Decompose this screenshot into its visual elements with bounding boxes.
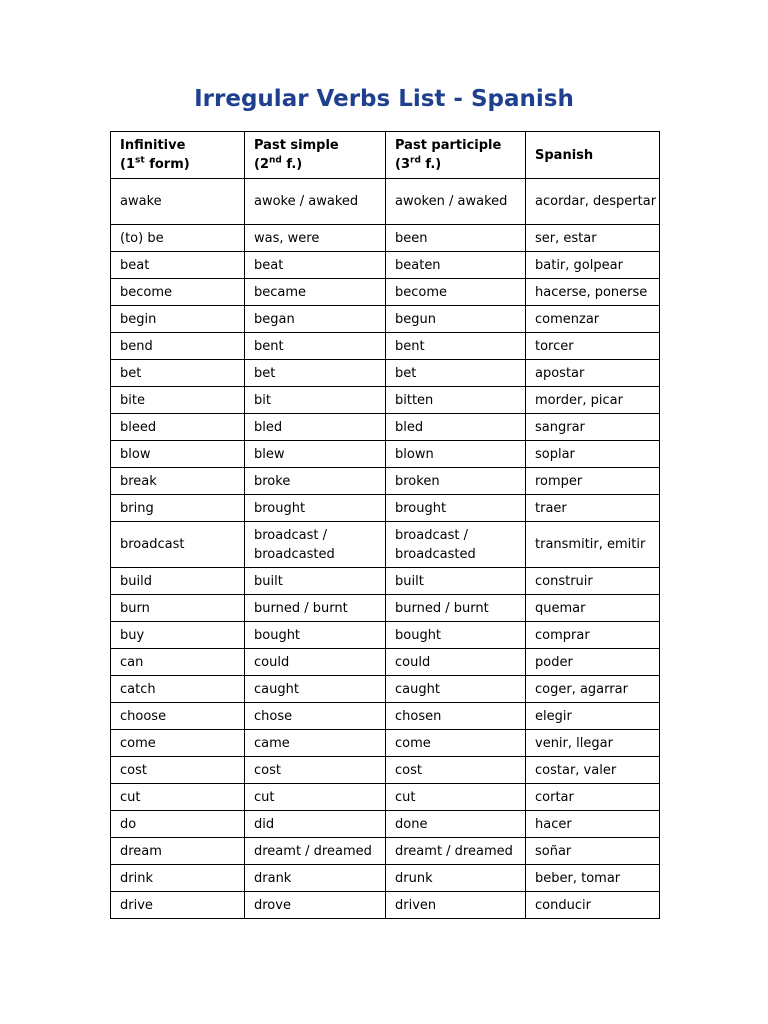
cell-spanish: morder, picar: [526, 387, 660, 414]
cell-spanish: quemar: [526, 595, 660, 622]
cell-spanish: conducir: [526, 892, 660, 919]
cell-past-simple: was, were: [245, 225, 386, 252]
cell-past-participle: dreamt / dreamed: [386, 838, 526, 865]
cell-past-participle: chosen: [386, 703, 526, 730]
cell-past-participle: driven: [386, 892, 526, 919]
table-row: [111, 306, 660, 333]
cell-past-simple: bet: [245, 360, 386, 387]
table-row: [111, 279, 660, 306]
cell-past-participle: come: [386, 730, 526, 757]
cell-spanish: traer: [526, 495, 660, 522]
header-infinitive-sub: (1st form): [120, 155, 190, 172]
cell-past-simple: broke: [245, 468, 386, 495]
header-past-simple-sub: (2nd f.): [254, 155, 303, 172]
table-row: [111, 414, 660, 441]
table-row: [111, 784, 660, 811]
header-past-simple: [245, 132, 386, 179]
cell-infinitive: (to) be: [111, 225, 245, 252]
table-row: [111, 522, 660, 568]
table-row: [111, 360, 660, 387]
cell-past-participle: could: [386, 649, 526, 676]
cell-infinitive: begin: [111, 306, 245, 333]
cell-spanish: hacerse, ponerse: [526, 279, 660, 306]
cell-past-simple: broadcast / broadcasted: [245, 522, 386, 568]
cell-infinitive: bleed: [111, 414, 245, 441]
cell-infinitive: cost: [111, 757, 245, 784]
cell-past-simple: caught: [245, 676, 386, 703]
cell-past-simple: blew: [245, 441, 386, 468]
cell-spanish: beber, tomar: [526, 865, 660, 892]
table-body: [111, 179, 660, 919]
cell-past-participle: burned / burnt: [386, 595, 526, 622]
cell-past-simple: bent: [245, 333, 386, 360]
table-row: [111, 179, 660, 225]
cell-past-participle: caught: [386, 676, 526, 703]
cell-past-simple: came: [245, 730, 386, 757]
cell-spanish: soplar: [526, 441, 660, 468]
table-row: [111, 676, 660, 703]
cell-infinitive: can: [111, 649, 245, 676]
cell-past-participle: been: [386, 225, 526, 252]
table-row: [111, 649, 660, 676]
cell-past-simple: could: [245, 649, 386, 676]
cell-infinitive: drive: [111, 892, 245, 919]
table-row: [111, 865, 660, 892]
cell-past-participle: drunk: [386, 865, 526, 892]
cell-past-simple: dreamt / dreamed: [245, 838, 386, 865]
cell-spanish: costar, valer: [526, 757, 660, 784]
cell-infinitive: catch: [111, 676, 245, 703]
cell-infinitive: come: [111, 730, 245, 757]
cell-infinitive: burn: [111, 595, 245, 622]
cell-spanish: poder: [526, 649, 660, 676]
cell-past-participle: brought: [386, 495, 526, 522]
cell-past-simple: drove: [245, 892, 386, 919]
cell-past-participle: begun: [386, 306, 526, 333]
cell-infinitive: drink: [111, 865, 245, 892]
cell-past-participle: become: [386, 279, 526, 306]
table-row: [111, 622, 660, 649]
cell-past-simple: bought: [245, 622, 386, 649]
cell-infinitive: choose: [111, 703, 245, 730]
cell-infinitive: beat: [111, 252, 245, 279]
cell-past-simple: became: [245, 279, 386, 306]
cell-past-simple: cost: [245, 757, 386, 784]
cell-past-participle: built: [386, 568, 526, 595]
cell-spanish: ser, estar: [526, 225, 660, 252]
cell-infinitive: bet: [111, 360, 245, 387]
table-header-row: [111, 132, 660, 179]
cell-past-participle: bought: [386, 622, 526, 649]
header-past-participle-sub: (3rd f.): [395, 155, 442, 172]
table-row: [111, 225, 660, 252]
header-past-simple-main: Past simple: [254, 138, 339, 153]
cell-infinitive: blow: [111, 441, 245, 468]
cell-past-simple: cut: [245, 784, 386, 811]
table-row: [111, 495, 660, 522]
cell-infinitive: become: [111, 279, 245, 306]
cell-infinitive: broadcast: [111, 522, 245, 568]
cell-past-simple: did: [245, 811, 386, 838]
cell-past-participle: beaten: [386, 252, 526, 279]
cell-past-participle: cut: [386, 784, 526, 811]
cell-past-participle: awoken / awaked: [386, 179, 526, 225]
cell-past-participle: blown: [386, 441, 526, 468]
table-row: [111, 333, 660, 360]
cell-spanish: acordar, despertar: [526, 179, 660, 225]
cell-past-simple: awoke / awaked: [245, 179, 386, 225]
cell-past-simple: burned / burnt: [245, 595, 386, 622]
table-row: [111, 387, 660, 414]
cell-infinitive: buy: [111, 622, 245, 649]
irregular-verbs-table: [110, 131, 660, 919]
cell-past-participle: broken: [386, 468, 526, 495]
cell-past-simple: began: [245, 306, 386, 333]
header-spanish: Spanish: [526, 132, 660, 179]
cell-past-participle: cost: [386, 757, 526, 784]
cell-past-simple: beat: [245, 252, 386, 279]
cell-spanish: romper: [526, 468, 660, 495]
cell-infinitive: bend: [111, 333, 245, 360]
table-row: [111, 892, 660, 919]
cell-infinitive: break: [111, 468, 245, 495]
cell-past-simple: drank: [245, 865, 386, 892]
cell-spanish: comprar: [526, 622, 660, 649]
cell-spanish: soñar: [526, 838, 660, 865]
cell-infinitive: build: [111, 568, 245, 595]
cell-past-participle: bled: [386, 414, 526, 441]
cell-spanish: sangrar: [526, 414, 660, 441]
cell-infinitive: awake: [111, 179, 245, 225]
table-row: [111, 252, 660, 279]
cell-past-simple: bled: [245, 414, 386, 441]
table-row: [111, 811, 660, 838]
cell-infinitive: bite: [111, 387, 245, 414]
header-past-participle: [386, 132, 526, 179]
cell-past-participle: bet: [386, 360, 526, 387]
table-row: [111, 441, 660, 468]
header-infinitive: [111, 132, 245, 179]
cell-past-participle: bent: [386, 333, 526, 360]
cell-infinitive: do: [111, 811, 245, 838]
cell-spanish: hacer: [526, 811, 660, 838]
header-infinitive-main: Infinitive: [120, 138, 186, 153]
cell-infinitive: cut: [111, 784, 245, 811]
cell-spanish: comenzar: [526, 306, 660, 333]
table-row: [111, 730, 660, 757]
table-row: [111, 703, 660, 730]
cell-infinitive: dream: [111, 838, 245, 865]
cell-past-simple: brought: [245, 495, 386, 522]
cell-past-simple: built: [245, 568, 386, 595]
cell-spanish: coger, agarrar: [526, 676, 660, 703]
cell-spanish: venir, llegar: [526, 730, 660, 757]
table-row: [111, 595, 660, 622]
cell-past-simple: bit: [245, 387, 386, 414]
cell-past-participle: done: [386, 811, 526, 838]
table-row: [111, 757, 660, 784]
cell-spanish: elegir: [526, 703, 660, 730]
cell-spanish: transmitir, emitir: [526, 522, 660, 568]
table-row: [111, 568, 660, 595]
header-past-participle-main: Past participle: [395, 138, 502, 153]
cell-spanish: torcer: [526, 333, 660, 360]
table-row: [111, 838, 660, 865]
cell-spanish: cortar: [526, 784, 660, 811]
cell-infinitive: bring: [111, 495, 245, 522]
cell-past-simple: chose: [245, 703, 386, 730]
cell-spanish: batir, golpear: [526, 252, 660, 279]
cell-past-participle: broadcast / broadcasted: [386, 522, 526, 568]
cell-spanish: construir: [526, 568, 660, 595]
table-row: [111, 468, 660, 495]
page-title: Irregular Verbs List - Spanish: [194, 86, 574, 112]
cell-past-participle: bitten: [386, 387, 526, 414]
cell-spanish: apostar: [526, 360, 660, 387]
